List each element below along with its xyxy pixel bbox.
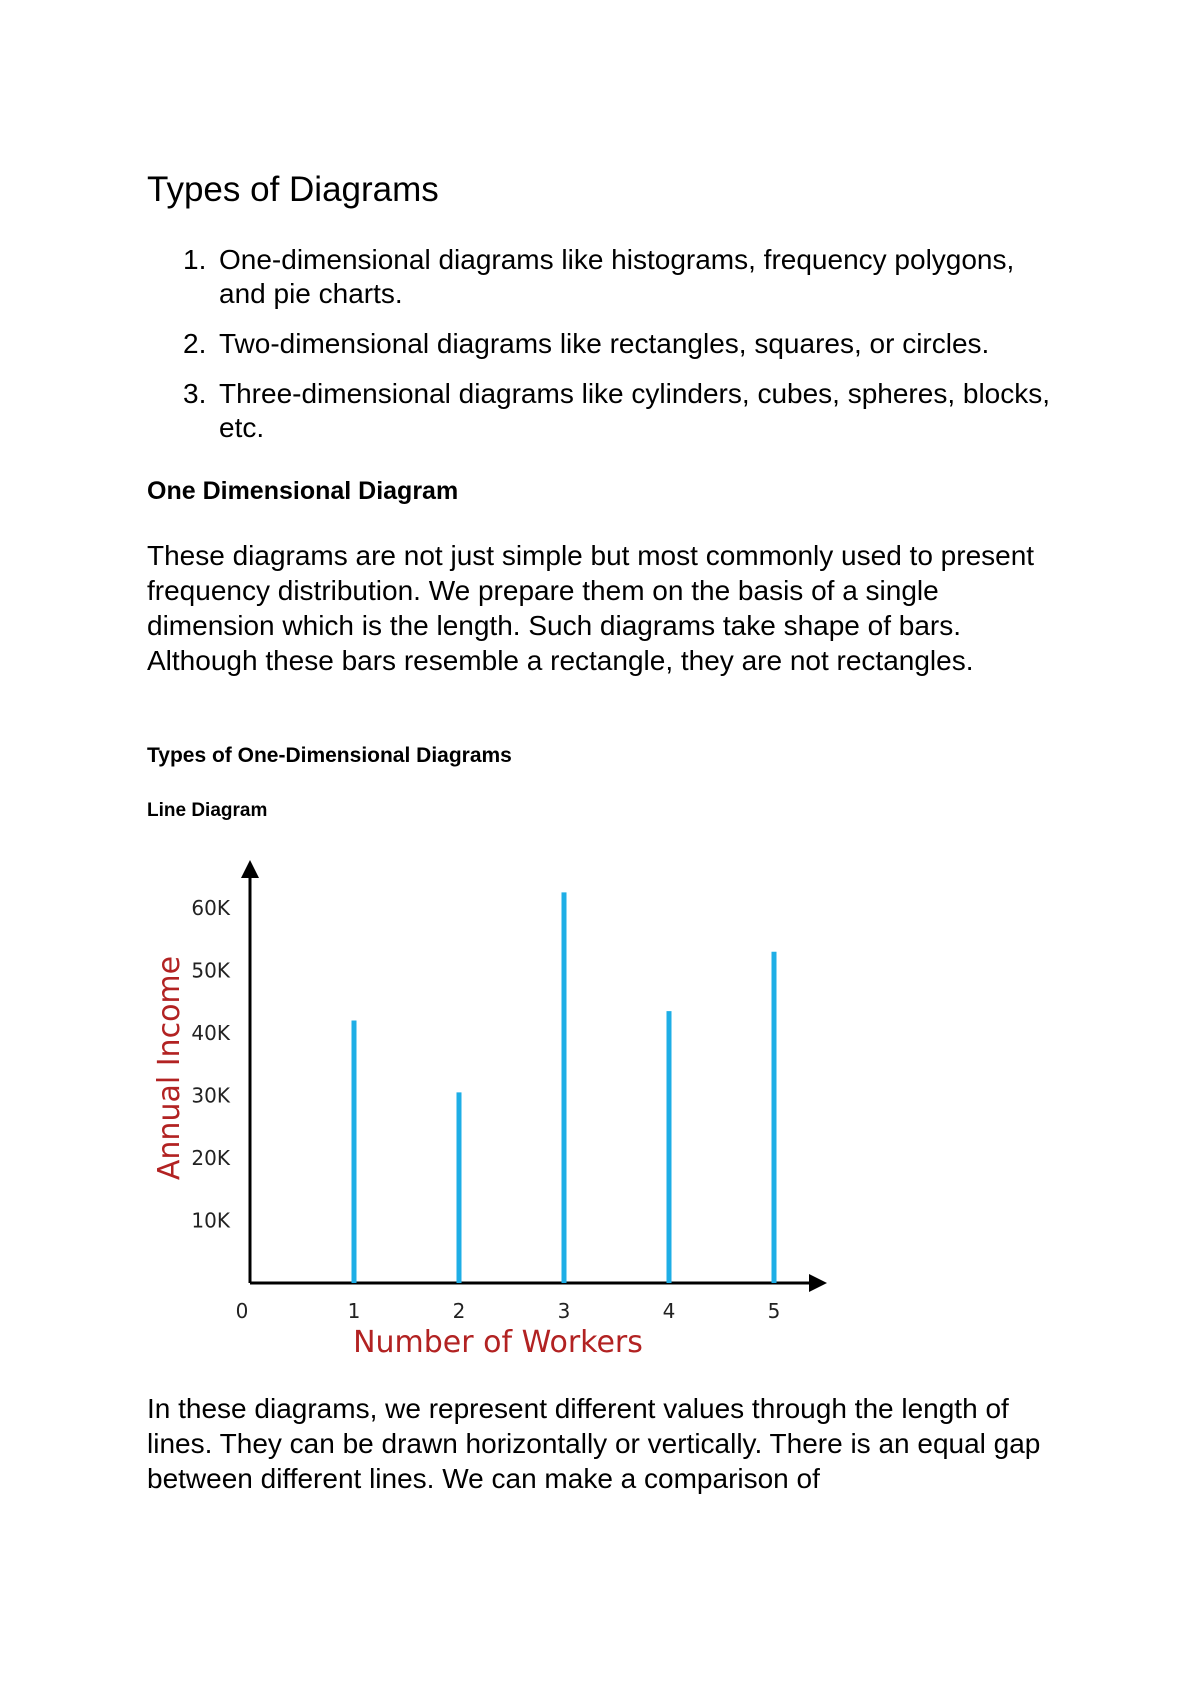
y-axis-arrow-icon bbox=[241, 860, 259, 878]
x-tick-label: 0 bbox=[235, 1299, 249, 1323]
list-item-number: 3. bbox=[183, 378, 207, 409]
section-heading: One Dimensional Diagram bbox=[147, 477, 459, 505]
chart-tick-labels bbox=[191, 896, 780, 1323]
x-tick-label: 1 bbox=[347, 1299, 361, 1323]
x-axis-arrow-icon bbox=[809, 1274, 827, 1292]
list-item-number: 1. bbox=[183, 244, 207, 275]
subheading: Types of One-Dimensional Diagrams bbox=[147, 744, 512, 767]
y-tick-label: 20K bbox=[191, 1146, 230, 1170]
y-tick-label: 50K bbox=[191, 958, 230, 983]
y-tick-label: 40K bbox=[191, 1021, 230, 1045]
paragraph-line-diagram: In these diagrams, we represent different values through the length of lines. They can be drawn horizontally or vertically. There is an equal gap between different lines. We can make a comparison of bbox=[147, 1393, 1041, 1494]
chart-bars bbox=[354, 892, 774, 1283]
y-tick-label: 10K bbox=[191, 1208, 230, 1233]
chart-axes bbox=[241, 860, 827, 1292]
list-item-text: Two-dimensional diagrams like rectangles, squares, or circles. bbox=[219, 328, 990, 359]
page-title: Types of Diagrams bbox=[147, 170, 439, 209]
y-tick-label: 30K bbox=[191, 1083, 230, 1108]
x-tick-label: 5 bbox=[767, 1299, 781, 1323]
list-item-text: One-dimensional diagrams like histograms, frequency polygons, and pie charts. bbox=[219, 244, 1015, 309]
x-tick-label: 3 bbox=[557, 1299, 571, 1323]
list-item-text: Three-dimensional diagrams like cylinders, cubes, spheres, blocks, etc. bbox=[219, 378, 1051, 443]
y-tick-label: 60K bbox=[191, 896, 230, 920]
list-item-number: 2. bbox=[183, 328, 207, 359]
x-tick-label: 4 bbox=[662, 1299, 676, 1323]
paragraph-intro: These diagrams are not just simple but most commonly used to present frequency distribution. We prepare them on the basis of a single dimension which is the length. Such diagrams take shape of bars. Although these bars resemble a rectangle, they are not rectangles. bbox=[147, 540, 1035, 676]
x-tick-label: 2 bbox=[452, 1299, 466, 1323]
x-axis-title: Number of Workers bbox=[353, 1325, 643, 1360]
line-diagram-heading: Line Diagram bbox=[147, 800, 268, 821]
y-axis-title: Annual Income bbox=[152, 955, 187, 1181]
